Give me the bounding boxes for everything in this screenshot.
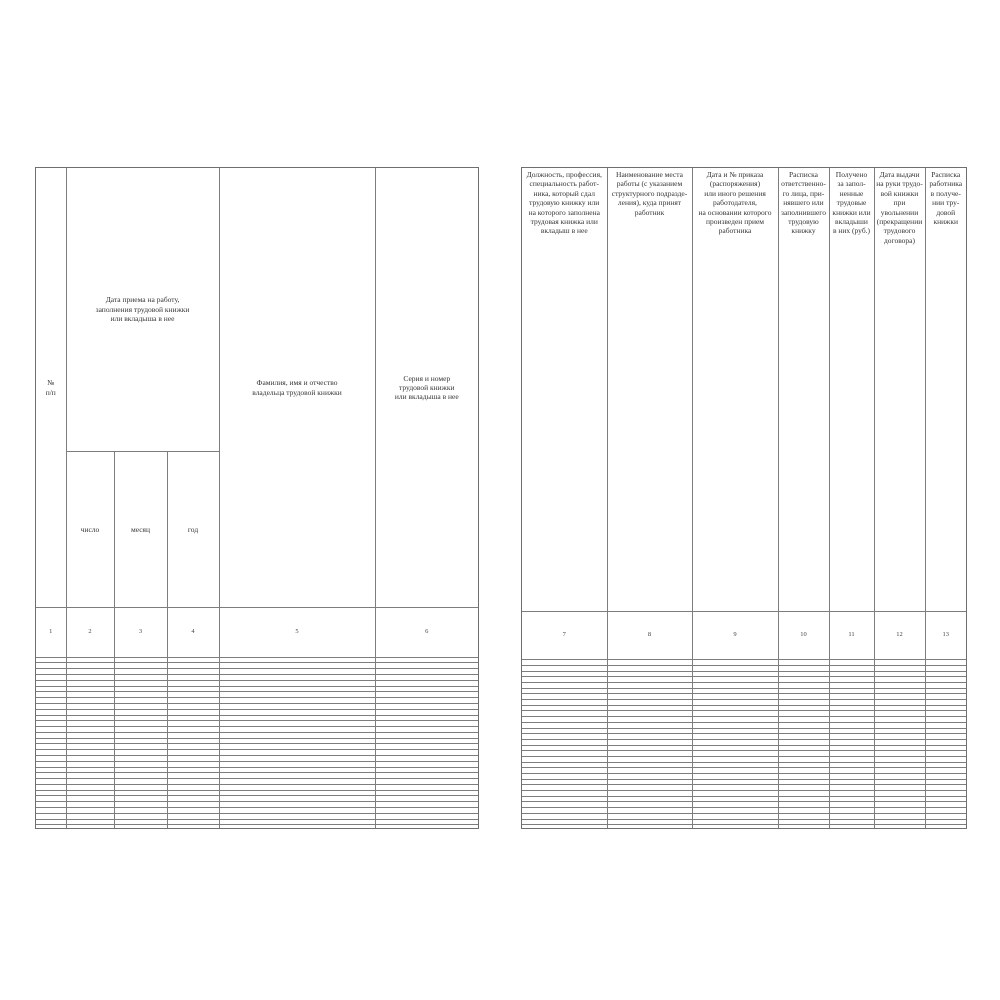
table-cell[interactable] [522,825,607,828]
header-day: число [66,452,114,608]
column-number: 10 [778,611,829,657]
table-row [36,825,478,828]
column-number: 13 [925,611,966,657]
table-cell[interactable] [36,825,66,828]
column-number: 11 [829,611,874,657]
table-cell[interactable] [874,825,925,828]
column-number: 6 [375,608,478,654]
table-cell[interactable] [66,825,114,828]
column-number: 2 [66,608,114,654]
column-number: 9 [692,611,778,657]
column-number: 7 [522,611,607,657]
header-receipt-employee: Расписка работника в получе- нии тру- довой книжки [925,168,966,611]
header-full-name: Фамилия, имя и отчество владельца трудовой книжки [219,168,375,608]
table-cell[interactable] [692,825,778,828]
table-cell[interactable] [778,825,829,828]
column-number: 5 [219,608,375,654]
header-receipt-responsible: Расписка ответственно- го лица, при- нявшего или заполнившего трудовую книжку [778,168,829,611]
table-cell[interactable] [219,825,375,828]
column-number: 12 [874,611,925,657]
left-page [35,167,479,829]
table-cell[interactable] [829,825,874,828]
header-position: Должность, профессия, специальность работ- ника, который сдал трудовую книжку или на которого заполнена трудовая книжка или вкладыш в нее [522,168,607,611]
header-series-number: Серия и номер трудовой книжки или вкладыша в нее [375,168,478,608]
column-number: 3 [114,608,167,654]
header-hire-date-group: Дата приема на работу, заполнения трудовой книжки или вкладыша в нее [66,168,219,452]
header-workplace: Наименование места работы (с указанием структурного подразде- ления), куда принят работник [607,168,692,611]
column-number: 4 [167,608,219,654]
header-issue-date: Дата выдачи на руки трудо- вой книжки при увольнении (прекращении трудового договора) [874,168,925,611]
column-number: 1 [36,608,66,654]
table-cell[interactable] [167,825,219,828]
left-ledger-table [36,168,478,828]
header-received-payment: Получено за запол- ненные трудовые книжки или вкладыши в них (руб.) [829,168,874,611]
table-row [522,825,966,828]
table-cell[interactable] [114,825,167,828]
header-row-number: № п/п [36,168,66,608]
right-ledger-table [522,168,966,828]
right-page [521,167,967,829]
table-cell[interactable] [607,825,692,828]
header-month: месяц [114,452,167,608]
header-year: год [167,452,219,608]
table-cell[interactable] [925,825,966,828]
column-number: 8 [607,611,692,657]
header-order-date: Дата и № приказа (распоряжения) или иного решения работодателя, на основании которого произведен прием работника [692,168,778,611]
table-cell[interactable] [375,825,478,828]
